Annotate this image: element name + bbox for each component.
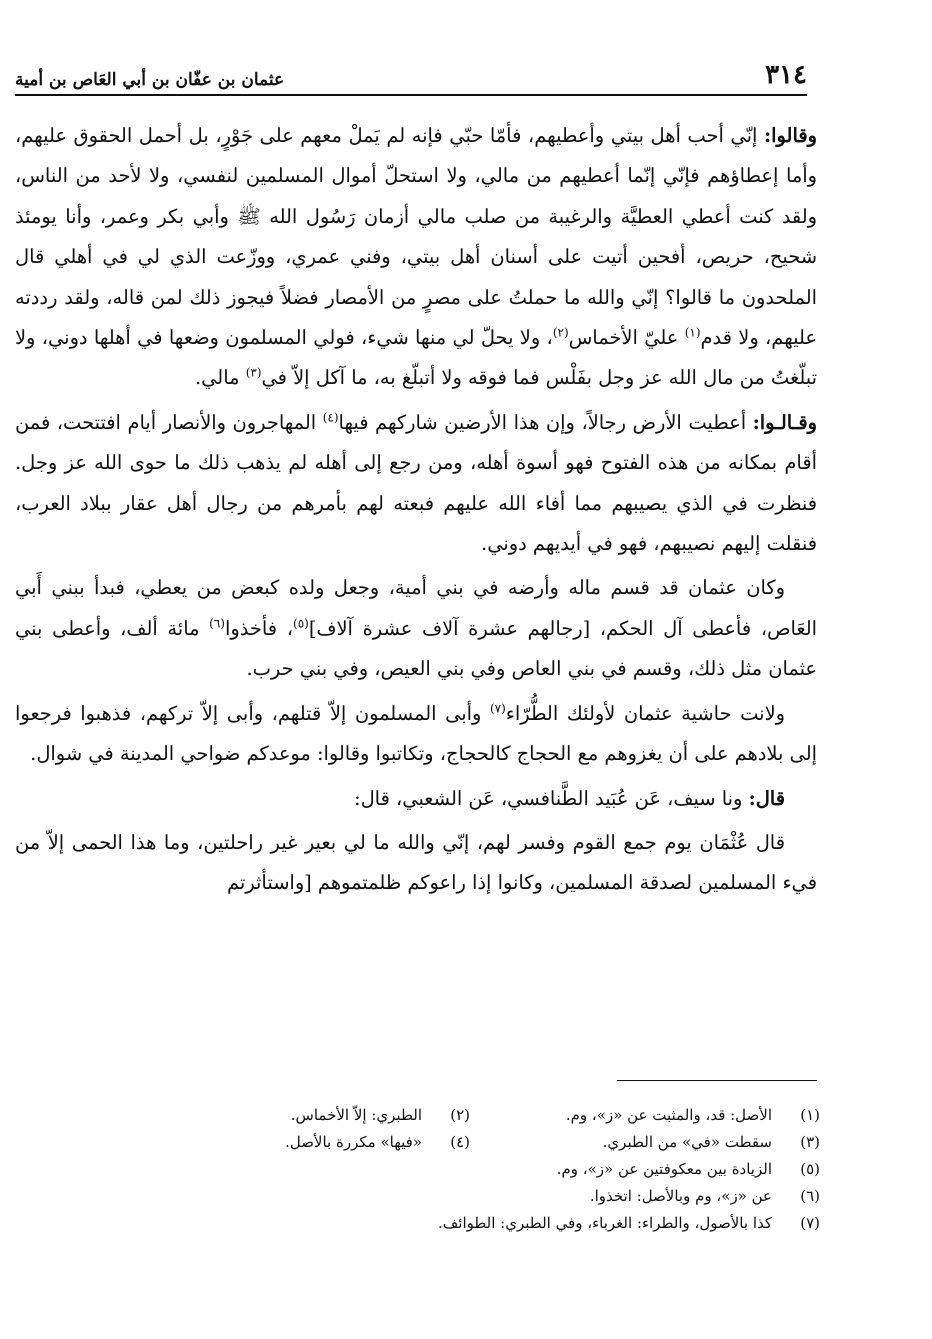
footnote-separator [617,1080,817,1081]
footnote [120,1156,820,1183]
paragraph [15,403,817,565]
text-run: أعطيت الأرض رجالاً، وإن هذا الأرضين شاركهم فيها [338,410,753,434]
paragraph [15,116,817,399]
footnote-text: «فيها» مكررة بالأصل. [285,1133,422,1151]
footnote-ref: (٣) [245,365,262,380]
footnote-number: (٦) [800,1187,820,1205]
footnote-ref: (٥) [293,616,309,631]
paragraph-lead: وقـالـوا: [752,410,817,434]
footnote-ref: (٧) [489,701,506,716]
footnote [120,1129,470,1156]
footnotes [120,1102,820,1237]
text-run: ولانت حاشية عثمان لأولئك الطُّرّاء [505,701,785,725]
page-header [15,52,807,96]
text-run: قال عُثْمَان يوم جمع القوم وفسر لهم، إنّي والله ما لي بعير غير راحلتين، وما هذا الحمى إلاّ من فيء المسلمين لصدقة المسلمين، وكانوا إذا راعوكم ظلمتموهم [واستأثرتم [15,830,817,895]
text-run: مائة ألف، وأعطى بني عثمان مثل ذلك، وقسم في بني العاص وفي بني العيص، وفي بني حرب. [15,616,817,681]
footnote-text: الطبري: إلاّ الأخماس. [290,1106,422,1124]
footnote-text: سقطت «في» من الطبري. [602,1133,772,1151]
text-run: عليّ الأخماس [568,326,685,350]
paragraph [15,823,817,904]
footnote-text: عن «ز»، وم وبالأصل: اتخذوا. [589,1187,772,1205]
footnote-number: (٧) [800,1214,820,1232]
text-run: ، ولا يحلّ لي منها شيء، فولي المسلمون وضعها في أهلها دوني، ولا تبلّغتُ من مال الله عز وجل بفَلْس فما فوقه ولا أتبلّغ به، ما آكل إلاّ في [15,326,817,390]
footnote-number: (٣) [800,1133,820,1151]
paragraph [15,779,817,819]
footnote-ref: (١) [684,325,701,340]
footnote [120,1102,470,1129]
footnote [120,1183,820,1210]
footnote-text: كذا بالأصول، والطراء: الغرباء، وفي الطبري: الطوائف. [437,1214,772,1232]
paragraph [15,694,817,775]
page-number: ٣١٤ [765,60,807,90]
footnote-row [120,1102,820,1129]
main-text [15,116,817,908]
footnote-row [120,1129,820,1156]
footnote-ref: (٤) [322,410,339,425]
text-run: المهاجرون والأنصار أيام افتتحت، فمن أقام بمكانه من هذه الفتوح فهو أسوة أهله، ومن رجع إلى أهله لم يذهب ذلك ما حوى الله عز وجل. فنظرت في الذي يصيبهم مما أفاء الله عليهم فبعته لهم بأمرهم من رجال أهل عقار ببلاد العرب، فنقلت إليهم نصيبهم، فهو في أيديهم دوني. [15,410,817,556]
footnote-number: (٥) [800,1160,820,1178]
footnote-text: الأصل: قد، والمثبت عن «ز»، وم. [565,1106,772,1124]
text-run: وأبى المسلمون إلاّ قتلهم، وأبى إلاّ تركهم، فذهبوا فرجعوا إلى بلادهم على أن يغزوهم مع الحجاج كالحجاج، وتكاتبوا وقالوا: موعدكم ضواحي المدينة في شوال. [15,701,817,766]
footnote-number: (٤) [450,1133,470,1151]
running-title: عثمان بن عفّان بن أبي العَاص بن أمية [15,70,285,90]
paragraph-lead: قال: [748,786,785,810]
text-run: ونا سيف، عَن عُبَيد الطَّنافسي، عَن الشعبي، قال: [354,786,749,810]
footnote-ref: (٢) [552,325,569,340]
footnote [470,1129,820,1156]
footnote [120,1210,820,1237]
text-run: إنّي أحب أهل بيتي وأعطيهم، فأمّا حبّي فإنه لم يَملْ معهم على جَوْرٍ، بل أحمل الحقوق عليهم، وأما إعطاؤهم فإنّي إنّما أعطيهم من مالي، ولا استحلّ أموال المسلمين لنفسي، ولا لأحد من الناس، ولقد كنت أعطي العطيَّة والرغيبة من صلب مالي أزمان رَسُول الله ﷺ وأبي بكر وعمر، وأنا يومئذ شحيح، حريص، أفحين أتيت على أسنان أهل بيتي، وفني عمري، ووزّعت الذي لي في أهلي قال الملحدون ما قالوا؟ إنّي والله ما حملتُ على مصرٍ من الأمصار فضلاً فيجوز ذلك لمن قاله، ولقد رددته عليهم، ولا قدم [15,124,817,350]
footnote-number: (٢) [450,1106,470,1124]
paragraph-lead: وقالوا: [763,124,817,147]
footnote-number: (١) [800,1106,820,1124]
text-run: ، فأخذوا [224,616,293,640]
footnote [470,1102,820,1129]
text-run: مالي. [194,366,246,390]
paragraph [15,568,817,689]
footnote-ref: (٦) [209,616,225,631]
text-run: وكان عثمان قد قسم ماله وأرضه في بني أمية، وجعل ولده كبعض من يعطي، فبدأ ببني أَبي العَاص، فأعطى آل الحكم، [رجالهم عشرة آلاف عشرة آلاف] [15,576,818,640]
footnote-text: الزيادة بين معكوفتين عن «ز»، وم. [556,1160,772,1178]
